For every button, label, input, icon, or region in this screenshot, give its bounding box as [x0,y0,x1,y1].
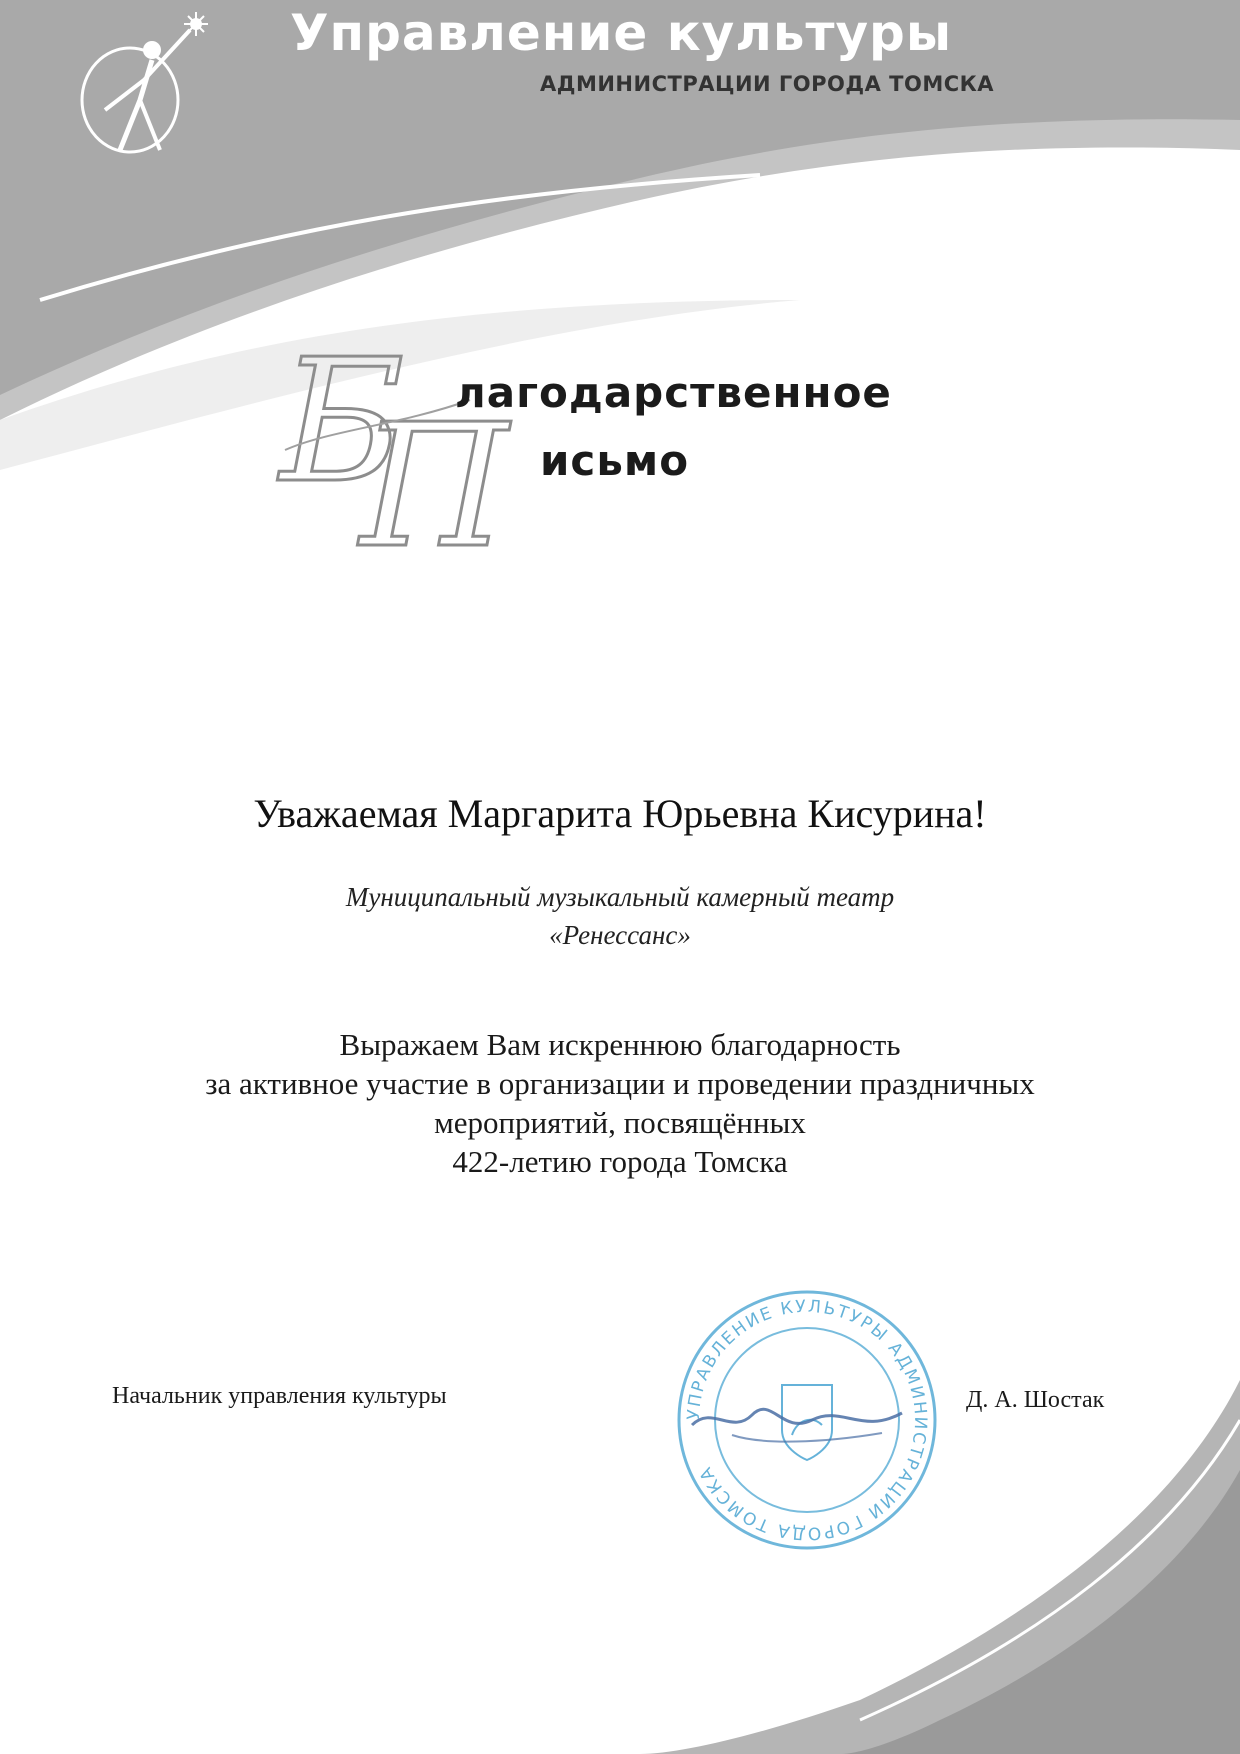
organization-line: Муниципальный музыкальный камерный театр [345,882,895,912]
organization-line: «Ренессанс» [549,920,691,950]
svg-text:П: П [360,388,509,570]
monogram-bp [270,330,540,570]
svg-text:Б: Б [280,330,405,521]
official-stamp [672,1285,942,1555]
body-line: мероприятий, посвящённых [434,1105,806,1140]
body-line: Выражаем Вам искреннюю благодарность [339,1027,901,1062]
svg-text:УПРАВЛЕНИЕ КУЛЬТУРЫ АДМИНИСТРА: УПРАВЛЕНИЕ КУЛЬТУРЫ АДМИНИСТРАЦИИ ГОРОДА ТОМСКА [683,1296,931,1544]
greeting: Уважаемая Маргарита Юрьевна Кисурина! [253,791,987,836]
signer-name: Д. А. Шостак [966,1387,1105,1413]
body-line: 422-летию города Томска [452,1144,788,1179]
title-line-2: исьмо [540,436,690,485]
header-subtitle: АДМИНИСТРАЦИИ ГОРОДА ТОМСКА [540,72,995,96]
organization-name [0,878,1240,954]
body-text [0,1025,1240,1181]
body-line: за активное участие в организации и проведении праздничных [205,1066,1035,1101]
signer-title: Начальник управления культуры [112,1383,447,1409]
title-line-1: лагодарственное [455,368,892,417]
header-title: Управление культуры [290,4,953,62]
culture-logo [60,0,220,160]
